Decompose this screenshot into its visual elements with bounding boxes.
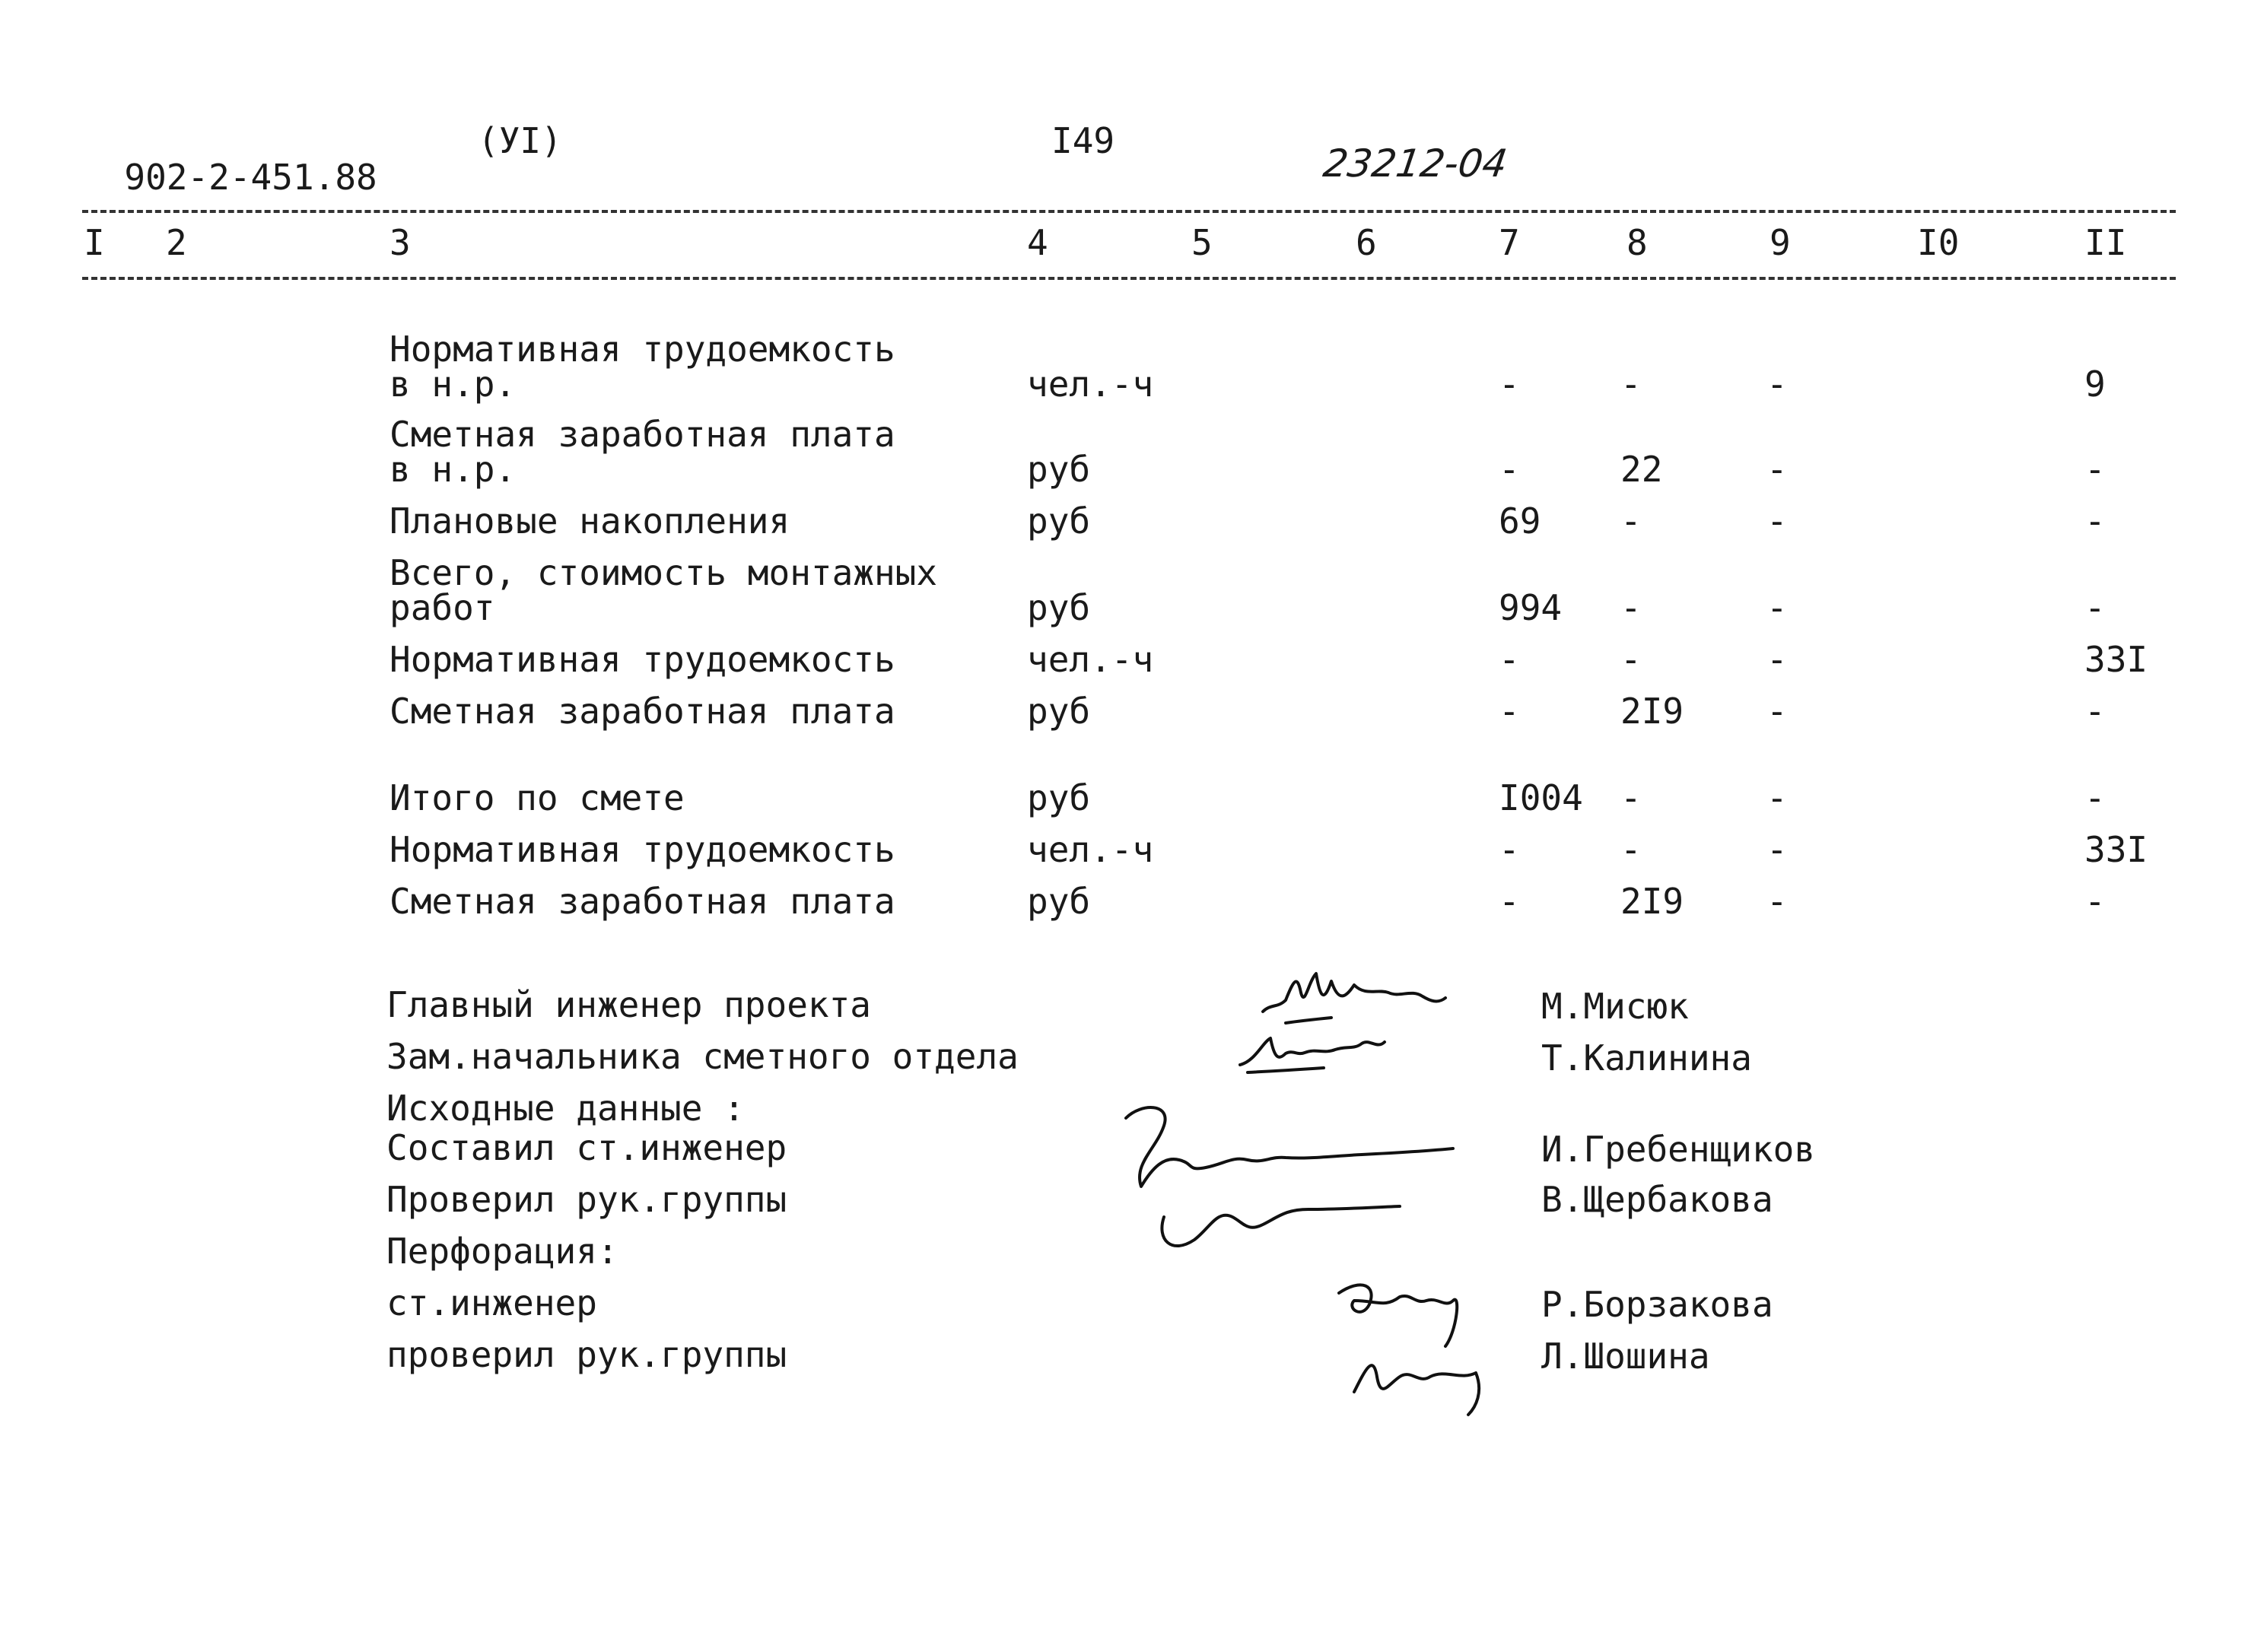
cell-col7: - — [1499, 691, 1520, 732]
cell-col9: - — [1766, 500, 1788, 542]
cell-col8: - — [1620, 364, 1642, 405]
signature-grebenshchikov — [1111, 1095, 1476, 1263]
signatory-role: Проверил рук.группы — [386, 1179, 787, 1220]
section-label: Исходные данные : — [386, 1088, 745, 1129]
row-label: Нормативная трудоемкость — [390, 829, 895, 870]
cell-col9: - — [1766, 691, 1788, 732]
signatory-role: Зам.начальника сметного отдела — [386, 1036, 1019, 1077]
cell-col7: - — [1499, 449, 1520, 490]
row-label: Нормативная трудоемкость — [390, 329, 895, 370]
signature-borzakova — [1324, 1263, 1522, 1415]
column-header: II — [2084, 222, 2127, 263]
signatory-role: проверил рук.группы — [386, 1334, 787, 1375]
row-unit: руб — [1027, 777, 1091, 818]
section-label: Перфорация: — [386, 1231, 618, 1272]
document-code — [82, 120, 377, 196]
signatory-role: Составил ст.инженер — [386, 1127, 787, 1168]
header-bottom-rule — [82, 277, 2176, 280]
column-header: 6 — [1356, 222, 1377, 263]
row-unit: чел.-ч — [1027, 639, 1154, 680]
document-code-text: 902-2-451.88 — [124, 157, 377, 198]
cell-col9: - — [1766, 777, 1788, 818]
cell-col8: 2I9 — [1620, 881, 1684, 922]
row-label: Сметная заработная плата — [390, 881, 895, 922]
cell-col7: I004 — [1499, 777, 1583, 818]
row-unit: руб — [1027, 500, 1091, 542]
column-header: 5 — [1191, 222, 1213, 263]
cell-col9: - — [1766, 587, 1788, 628]
row-label-cont: в н.р. — [390, 449, 517, 490]
row-unit: руб — [1027, 587, 1091, 628]
cell-col11: - — [2084, 691, 2106, 732]
row-unit: чел.-ч — [1027, 829, 1154, 870]
cell-col8: 2I9 — [1620, 691, 1684, 732]
cell-col11: 33I — [2084, 829, 2148, 870]
cell-col11: - — [2084, 587, 2106, 628]
sheet-code: 23212-04 — [1320, 141, 1510, 186]
cell-col7: - — [1499, 364, 1520, 405]
cell-col8: - — [1620, 639, 1642, 680]
signatory-name: Т.Калинина — [1541, 1037, 1752, 1079]
cell-col9: - — [1766, 829, 1788, 870]
cell-col11: - — [2084, 881, 2106, 922]
cell-col9: - — [1766, 364, 1788, 405]
row-unit: руб — [1027, 691, 1091, 732]
cell-col8: - — [1620, 587, 1642, 628]
cell-col11: - — [2084, 500, 2106, 542]
signatory-name: М.Мисюк — [1541, 986, 1689, 1027]
cell-col8: - — [1620, 500, 1642, 542]
cell-col7: 994 — [1499, 587, 1563, 628]
row-label-cont: работ — [390, 587, 495, 628]
header-top-rule — [82, 210, 2176, 213]
cell-col11: - — [2084, 449, 2106, 490]
row-label: Всего, стоимость монтажных — [390, 552, 938, 593]
column-header: 4 — [1027, 222, 1048, 263]
cell-col11: 9 — [2084, 364, 2106, 405]
signatory-role: Главный инженер проекта — [386, 984, 871, 1025]
column-header: I0 — [1917, 222, 1960, 263]
cell-col11: - — [2084, 777, 2106, 818]
column-header: 2 — [166, 222, 187, 263]
signatory-name: Л.Шошина — [1541, 1336, 1710, 1377]
cell-col11: 33I — [2084, 639, 2148, 680]
column-header: 9 — [1770, 222, 1791, 263]
cell-col8: - — [1620, 829, 1642, 870]
column-header: 3 — [390, 222, 411, 263]
page-number: I49 — [1051, 120, 1115, 161]
section-number: (УI) — [478, 120, 562, 161]
cell-col7: - — [1499, 639, 1520, 680]
row-label: Итого по смете — [390, 777, 685, 818]
signatory-name: Р.Борзакова — [1541, 1284, 1773, 1325]
cell-col9: - — [1766, 449, 1788, 490]
row-label: Сметная заработная плата — [390, 414, 895, 455]
row-unit: чел.-ч — [1027, 364, 1154, 405]
cell-col9: - — [1766, 881, 1788, 922]
signatory-name: И.Гребенщиков — [1541, 1129, 1816, 1170]
signatory-role: ст.инженер — [386, 1282, 597, 1323]
cell-col8: - — [1620, 777, 1642, 818]
column-header: 7 — [1499, 222, 1520, 263]
row-unit: руб — [1027, 449, 1091, 490]
signature-kalinina — [1232, 1019, 1430, 1080]
signatory-name: В.Щербакова — [1541, 1179, 1773, 1220]
row-label: Нормативная трудоемкость — [390, 639, 895, 680]
cell-col7: - — [1499, 829, 1520, 870]
cell-col7: 69 — [1499, 500, 1541, 542]
cell-col7: - — [1499, 881, 1520, 922]
row-unit: руб — [1027, 881, 1091, 922]
column-header: 8 — [1626, 222, 1648, 263]
row-label: Плановые накопления — [390, 500, 790, 542]
cell-col8: 22 — [1620, 449, 1663, 490]
column-header: I — [84, 222, 105, 263]
row-label-cont: в н.р. — [390, 364, 517, 405]
row-label: Сметная заработная плата — [390, 691, 895, 732]
cell-col9: - — [1766, 639, 1788, 680]
